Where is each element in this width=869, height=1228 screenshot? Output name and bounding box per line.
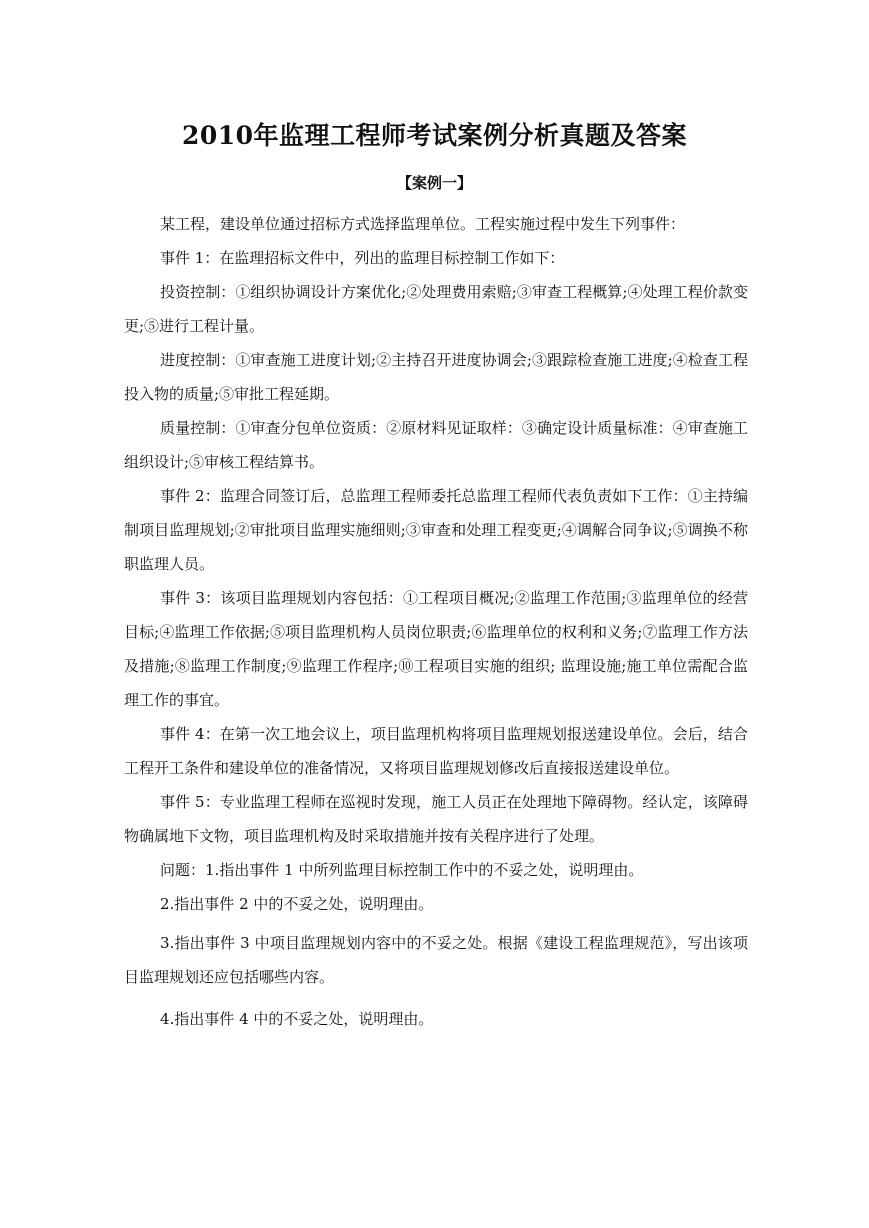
paragraph-event-3: 事件 3：该项目监理规划内容包括：①工程项目概况;②监理工作范围;③监理单位的经营目标;④监理工作依据;⑤项目监理机构人员岗位职责;⑥监理单位的权利和义务;⑦监理工作方法及措施;⑧监理工作制度;⑨监理工作程序;⑩工程项目实施的组织; 监理设施;施工单位需配合监理工作的事宜。 xyxy=(124,589,748,709)
paragraph-quality-control: 质量控制：①审查分包单位资质：②原材料见证取样：③确定设计质量标准：④审查施工组织设计;⑤审核工程结算书。 xyxy=(124,419,748,471)
question-4: 4.指出事件 4 中的不妥之处，说明理由。 xyxy=(160,1010,434,1028)
paragraph-investment-control: 投资控制：①组织协调设计方案优化;②处理费用索赔;③审查工程概算;④处理工程价款变更;⑤进行工程计量。 xyxy=(124,283,748,335)
question-1: 问题：1.指出事件 1 中所列监理目标控制工作中的不妥之处，说明理由。 xyxy=(160,861,644,879)
paragraph-event-4: 事件 4：在第一次工地会议上，项目监理机构将项目监理规划报送建设单位。会后，结合工程开工条件和建设单位的准备情况，又将项目监理规划修改后直接报送建设单位。 xyxy=(124,725,748,777)
question-2: 2.指出事件 2 中的不妥之处，说明理由。 xyxy=(160,895,434,913)
paragraph-schedule-control: 进度控制：①审查施工进度计划;②主持召开进度协调会;③跟踪检查施工进度;④检查工程投入物的质量;⑤审批工程延期。 xyxy=(124,351,748,403)
paragraph-event-2: 事件 2：监理合同签订后，总监理工程师委托总监理工程师代表负责如下工作：①主持编制项目监理规划;②审批项目监理实施细则;③审查和处理工程变更;④调解合同争议;⑤调换不称职监理人员。 xyxy=(124,487,748,573)
document-body xyxy=(124,207,748,1036)
case-heading: 【案例一】 xyxy=(396,174,472,192)
document-title: 2010年监理工程师考试案例分析真题及答案 xyxy=(181,121,688,150)
paragraph-event-5: 事件 5：专业监理工程师在巡视时发现，施工人员正在处理地下障碍物。经认定，该障碍物确属地下文物，项目监理机构及时采取措施并按有关程序进行了处理。 xyxy=(124,793,748,845)
paragraph-intro: 某工程，建设单位通过招标方式选择监理单位。工程实施过程中发生下列事件： xyxy=(160,215,686,233)
paragraph-event-1: 事件 1：在监理招标文件中，列出的监理目标控制工作如下： xyxy=(160,249,565,267)
question-3: 3.指出事件 3 中项目监理规划内容中的不妥之处。根据《建设工程监理规范》，写出该项目监理规划还应包括哪些内容。 xyxy=(124,934,748,986)
